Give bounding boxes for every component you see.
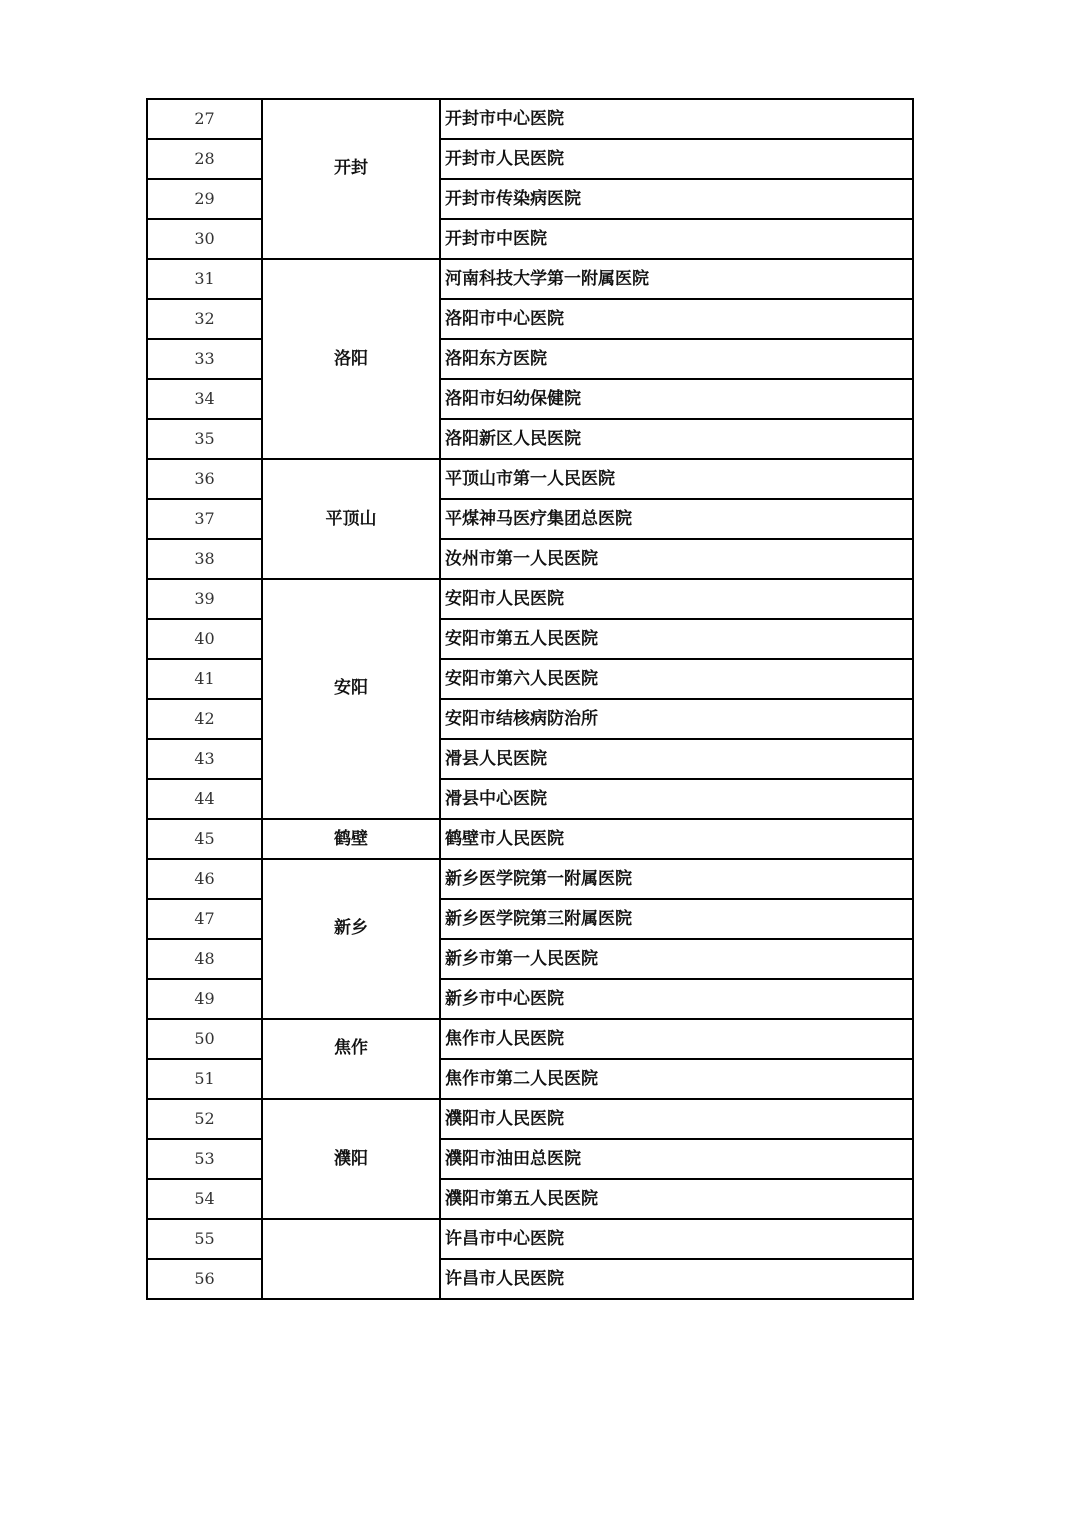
table-row <box>147 379 913 419</box>
city-cell <box>262 99 440 259</box>
city-name: 濮阳 <box>334 1149 368 1169</box>
city-name: 开封 <box>334 158 368 178</box>
table-row <box>147 819 913 859</box>
hospital-name: 开封市传染病医院 <box>440 179 913 219</box>
table-row <box>147 219 913 259</box>
row-number: 35 <box>147 419 262 459</box>
row-number: 29 <box>147 179 262 219</box>
hospital-name: 许昌市中心医院 <box>440 1219 913 1259</box>
table-row <box>147 659 913 699</box>
hospital-name: 安阳市人民医院 <box>440 579 913 619</box>
city-name: 平顶山 <box>325 509 377 529</box>
hospital-name: 滑县人民医院 <box>440 739 913 779</box>
hospital-name: 洛阳市中心医院 <box>440 299 913 339</box>
hospital-name: 平顶山市第一人民医院 <box>440 459 913 499</box>
hospital-name: 洛阳东方医院 <box>440 339 913 379</box>
row-number: 32 <box>147 299 262 339</box>
city-cell <box>262 1019 440 1099</box>
row-number: 37 <box>147 499 262 539</box>
hospital-name: 滑县中心医院 <box>440 779 913 819</box>
city-cell <box>262 259 440 459</box>
row-number: 39 <box>147 579 262 619</box>
row-number: 50 <box>147 1019 262 1059</box>
hospital-name: 平煤神马医疗集团总医院 <box>440 499 913 539</box>
hospital-name: 河南科技大学第一附属医院 <box>440 259 913 299</box>
table-row <box>147 1259 913 1299</box>
table-row <box>147 299 913 339</box>
table-row <box>147 579 913 619</box>
hospital-name: 濮阳市第五人民医院 <box>440 1179 913 1219</box>
row-number: 28 <box>147 139 262 179</box>
row-number: 44 <box>147 779 262 819</box>
table-row <box>147 979 913 1019</box>
city-cell <box>262 859 440 1019</box>
city-name: 鹤壁 <box>334 829 368 849</box>
row-number: 31 <box>147 259 262 299</box>
table-row <box>147 1219 913 1259</box>
table-row <box>147 179 913 219</box>
row-number: 40 <box>147 619 262 659</box>
hospital-name: 开封市中心医院 <box>440 99 913 139</box>
row-number: 53 <box>147 1139 262 1179</box>
row-number: 33 <box>147 339 262 379</box>
row-number: 27 <box>147 99 262 139</box>
table-row <box>147 619 913 659</box>
row-number: 30 <box>147 219 262 259</box>
row-number: 36 <box>147 459 262 499</box>
table-row <box>147 339 913 379</box>
city-name: 洛阳 <box>334 349 368 369</box>
row-number: 56 <box>147 1259 262 1299</box>
hospital-name: 新乡医学院第三附属医院 <box>440 899 913 939</box>
row-number: 46 <box>147 859 262 899</box>
row-number: 41 <box>147 659 262 699</box>
hospital-name: 许昌市人民医院 <box>440 1259 913 1299</box>
table-row <box>147 739 913 779</box>
city-cell <box>262 819 440 859</box>
hospital-name: 开封市中医院 <box>440 219 913 259</box>
row-number: 42 <box>147 699 262 739</box>
row-number: 48 <box>147 939 262 979</box>
city-cell <box>262 579 440 819</box>
table-row <box>147 939 913 979</box>
city-name: 安阳 <box>334 678 368 698</box>
row-number: 47 <box>147 899 262 939</box>
table-row <box>147 1099 913 1139</box>
hospital-name: 鹤壁市人民医院 <box>440 819 913 859</box>
hospital-name: 濮阳市油田总医院 <box>440 1139 913 1179</box>
row-number: 51 <box>147 1059 262 1099</box>
hospital-name: 新乡市第一人民医院 <box>440 939 913 979</box>
hospital-name: 安阳市第五人民医院 <box>440 619 913 659</box>
hospital-name: 焦作市人民医院 <box>440 1019 913 1059</box>
table-row <box>147 419 913 459</box>
row-number: 38 <box>147 539 262 579</box>
row-number: 54 <box>147 1179 262 1219</box>
table-row <box>147 699 913 739</box>
row-number: 43 <box>147 739 262 779</box>
hospital-table-body <box>147 99 913 1299</box>
hospital-name: 安阳市结核病防治所 <box>440 699 913 739</box>
row-number: 34 <box>147 379 262 419</box>
table-row <box>147 859 913 899</box>
hospital-name: 焦作市第二人民医院 <box>440 1059 913 1099</box>
table-row <box>147 459 913 499</box>
table-row <box>147 1019 913 1059</box>
table-row <box>147 1059 913 1099</box>
hospital-name: 开封市人民医院 <box>440 139 913 179</box>
table-row <box>147 99 913 139</box>
hospital-table <box>146 98 914 1300</box>
table-row <box>147 139 913 179</box>
table-row <box>147 779 913 819</box>
table-row <box>147 1139 913 1179</box>
table-row <box>147 1179 913 1219</box>
hospital-name: 汝州市第一人民医院 <box>440 539 913 579</box>
hospital-name: 新乡市中心医院 <box>440 979 913 1019</box>
hospital-name: 安阳市第六人民医院 <box>440 659 913 699</box>
row-number: 45 <box>147 819 262 859</box>
row-number: 55 <box>147 1219 262 1259</box>
table-row <box>147 539 913 579</box>
table-row <box>147 499 913 539</box>
city-cell <box>262 1219 440 1299</box>
city-name: 焦作 <box>334 1038 368 1058</box>
city-name: 新乡 <box>334 918 368 938</box>
row-number: 52 <box>147 1099 262 1139</box>
city-cell <box>262 1099 440 1219</box>
city-cell <box>262 459 440 579</box>
row-number: 49 <box>147 979 262 1019</box>
hospital-name: 洛阳市妇幼保健院 <box>440 379 913 419</box>
table-row <box>147 259 913 299</box>
hospital-name: 洛阳新区人民医院 <box>440 419 913 459</box>
hospital-name: 濮阳市人民医院 <box>440 1099 913 1139</box>
table-row <box>147 899 913 939</box>
hospital-name: 新乡医学院第一附属医院 <box>440 859 913 899</box>
